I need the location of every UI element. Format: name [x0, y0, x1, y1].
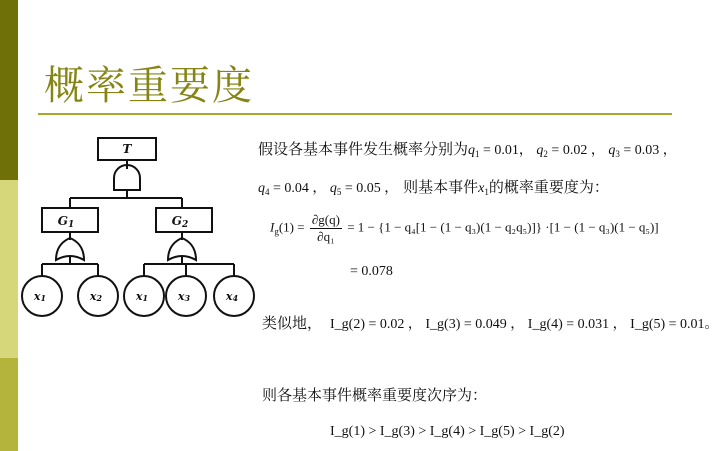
- gate-label-g1: G1: [57, 214, 75, 230]
- formula-line: [270, 212, 659, 245]
- similar-label: 类似地，: [262, 314, 323, 332]
- q2-symbol: q: [536, 143, 544, 158]
- q1-symbol: q: [468, 143, 476, 158]
- ig-symbol: I: [270, 219, 275, 235]
- x1-subscript: 1: [484, 187, 489, 197]
- q4-symbol: q: [258, 181, 265, 196]
- order-label: 则各基本事件概率重要度次序为：: [262, 386, 488, 404]
- ig-argument: (1) =: [278, 219, 305, 235]
- event-text: 则基本事件: [403, 178, 479, 196]
- q2-subscript: 2: [543, 149, 548, 159]
- similar-line: [262, 312, 719, 333]
- partial-derivative-fraction: [310, 212, 342, 245]
- formula-rhs: = 1 − {1 − q₄[1 − (1 − q₃)(1 − q₂q₅)]} ·[1 − (1 − q₃)(1 − q₅)]: [347, 219, 659, 235]
- formula-result: = 0.078: [350, 264, 393, 279]
- leaf-label: x1: [135, 290, 149, 303]
- page-title: 概率重要度: [44, 63, 254, 109]
- q5-value: = 0.05 ，: [341, 181, 399, 196]
- q4-value: = 0.04 ，: [269, 181, 327, 196]
- similar-values: I_g(2) = 0.02 ， I_g(3) = 0.049 ， I_g(4) = 0.031 ， I_g(5) = 0.01。: [330, 317, 719, 332]
- gate-label-g2: G2: [171, 214, 189, 230]
- top-event-label: T: [122, 142, 132, 156]
- order-formula: I_g(1) > I_g(3) > I_g(4) > I_g(5) > I_g(2): [330, 424, 565, 439]
- fraction-denominator: ∂q₁: [317, 229, 335, 244]
- importance-text: 的概率重要度为：: [488, 178, 609, 196]
- ig-subscript: g: [274, 226, 279, 237]
- x1-symbol: x: [478, 181, 485, 196]
- q3-symbol: q: [608, 143, 616, 158]
- sidebar-segment-bottom: [0, 358, 18, 451]
- leaf-label: x1: [33, 290, 47, 303]
- probability-line-1: [258, 138, 677, 159]
- q2-value: = 0.02 ，: [547, 143, 605, 158]
- fault-tree-diagram: [0, 118, 270, 328]
- q1-value: = 0.01，: [479, 143, 533, 158]
- leaf-label: x2: [89, 290, 103, 303]
- probability-line-2: [258, 176, 609, 197]
- q1-subscript: 1: [475, 149, 480, 159]
- q3-value: = 0.03 ，: [619, 143, 677, 158]
- q5-subscript: 5: [336, 187, 342, 197]
- q4-subscript: 4: [265, 187, 270, 197]
- leaf-label: x3: [177, 290, 191, 303]
- fraction-numerator: ∂g(q): [311, 212, 340, 227]
- leaf-label: x4: [225, 290, 239, 303]
- title-rule: [38, 113, 672, 115]
- q3-subscript: 3: [615, 149, 620, 159]
- q5-symbol: q: [329, 181, 337, 196]
- intro-text: 假设各基本事件发生概率分别为: [258, 140, 469, 158]
